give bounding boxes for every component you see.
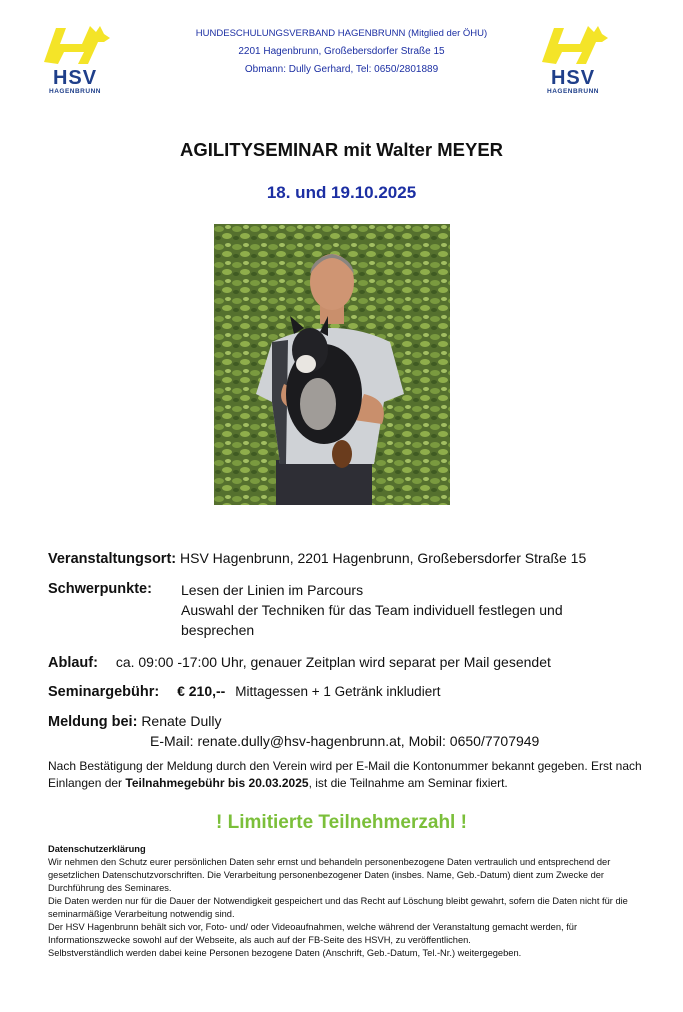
org-contact: Obmann: Dully Gerhard, Tel: 0650/2801889 xyxy=(244,64,439,75)
registration-row xyxy=(48,713,221,730)
fee-note: Mittagessen + 1 Getränk inkludiert xyxy=(235,684,441,699)
registration-contact: E-Mail: renate.dully@hsv-hagenbrunn.at, Mobil: 0650/7707949 xyxy=(150,733,540,749)
org-membership: (Mitglied der ÖHU) xyxy=(408,28,488,39)
schedule-label: Ablauf: xyxy=(48,655,98,671)
venue-row xyxy=(48,550,586,567)
fee-label: Seminargebühr: xyxy=(48,684,160,700)
confirmation-part2: , ist die Teilnahme am Seminar fixiert. xyxy=(308,776,508,790)
event-date: 18. und 19.10.2025 xyxy=(266,183,417,202)
dog-logo-icon xyxy=(536,22,610,68)
hsv-logo-left xyxy=(38,22,112,96)
confirmation-part1: Nach Bestätigung der Meldung durch den Verein wird per E-Mail die Kontonummer bekannt gegeben. Erst nach Einlangen der xyxy=(48,759,642,790)
fee-value: € 210,-- xyxy=(177,683,226,699)
schedule-row xyxy=(48,654,551,671)
trainer-with-dog-image xyxy=(214,224,450,505)
confirmation-deadline: Teilnahmegebühr bis 20.03.2025 xyxy=(125,776,309,790)
venue-label: Veranstaltungsort: xyxy=(48,551,177,567)
privacy-paragraph: Selbstverständlich werden dabei keine Personen bezogene Daten (Anschrift, Geb.-Datum, Tel.-Nr.) weitergegeben. xyxy=(48,948,522,958)
logo-abbr: HSV xyxy=(52,67,98,89)
privacy-paragraph: Wir nehmen den Schutz eurer persönlichen Daten sehr ernst und behandeln personenbezogene Daten vertraulich und entsprechend der gesetzlichen Datenschutzvorschriften. Die Verarbeitung personenbezogener Daten (insbes. Name, Geb.-Datum) dient zum Zwecke der Durchführung des Seminares. xyxy=(48,857,611,893)
confirmation-text xyxy=(48,758,643,792)
focus-label-row xyxy=(48,580,152,597)
logo-sub: HAGENBRUNN xyxy=(547,88,599,95)
hsv-logo-right xyxy=(536,22,610,96)
focus-item: Auswahl der Techniken für das Team individuell festlegen und xyxy=(181,602,563,618)
trainer-photo xyxy=(214,224,450,505)
schedule-value: ca. 09:00 -17:00 Uhr, genauer Zeitplan wird separat per Mail gesendet xyxy=(115,654,551,670)
logo-abbr: HSV xyxy=(550,67,596,89)
page-title: AGILITYSEMINAR mit Walter MEYER xyxy=(179,139,504,160)
dog-logo-icon xyxy=(38,22,112,68)
logo-sub: HAGENBRUNN xyxy=(49,88,101,95)
org-name: HUNDESCHULUNGSVERBAND HAGENBRUNN xyxy=(195,28,406,39)
privacy-title: Datenschutzerklärung xyxy=(48,844,146,854)
privacy-paragraph: Der HSV Hagenbrunn behält sich vor, Foto- und/ oder Videoaufnahmen, welche während der Veranstaltung gemacht werden, für Informationszwecke sowohl auf der Webseite, als auch auf der FB-Seite des HSVH, zu veröffentlichen. xyxy=(48,922,578,945)
focus-item: besprechen xyxy=(181,622,255,638)
focus-label: Schwerpunkte: xyxy=(48,581,152,597)
org-address: 2201 Hagenbrunn, Großebersdorfer Straße 15 xyxy=(238,46,445,57)
privacy-paragraph: Die Daten werden nur für die Dauer der Notwendigkeit gespeichert und das Recht auf Löschung bleibt gewahrt, sofern die Daten nicht für die seminarmäßige Verarbeitung notwendig sind. xyxy=(48,896,628,919)
focus-item: Lesen der Linien im Parcours xyxy=(181,582,364,598)
venue-value: HSV Hagenbrunn, 2201 Hagenbrunn, Großebersdorfer Straße 15 xyxy=(180,550,587,566)
privacy-section xyxy=(48,843,638,960)
registration-name: Renate Dully xyxy=(141,713,222,729)
letterhead xyxy=(150,25,533,79)
registration-label: Meldung bei: xyxy=(48,714,138,730)
fee-row xyxy=(48,683,440,700)
focus-list xyxy=(181,580,601,640)
limited-notice: ! Limitierte Teilnehmerzahl ! xyxy=(216,812,467,833)
